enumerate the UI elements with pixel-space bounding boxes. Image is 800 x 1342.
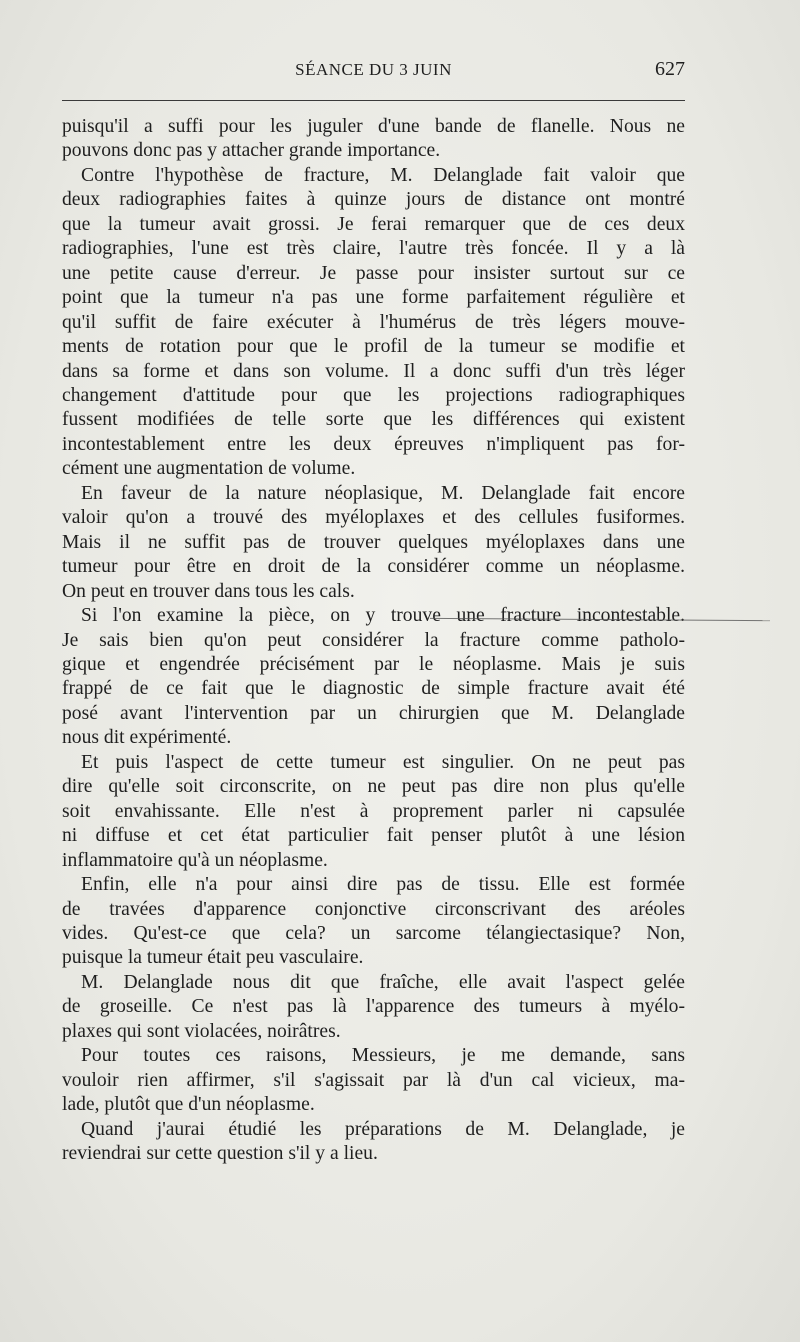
body-text (62, 115, 685, 1166)
text-line: cément une augmentation de volume. (62, 458, 356, 480)
text-line: soit envahissante. Elle n'est à proprement parler ni capsulée (62, 800, 685, 822)
text-line: posé avant l'intervention par un chirurgien que M. Delanglade (62, 702, 685, 724)
text-line: plaxes qui sont violacées, noirâtres. (62, 1020, 341, 1042)
text-line: Si l'on examine la pièce, on y trouve une fracture incontestable. (81, 605, 685, 627)
text-line: qu'il suffit de faire exécuter à l'humérus de très légers mouve- (62, 311, 685, 333)
text-line: Je sais bien qu'on peut considérer la fracture comme patholo- (62, 629, 685, 651)
text-line: valoir qu'on a trouvé des myéloplaxes et des cellules fusiformes. (62, 507, 685, 529)
text-line: Contre l'hypothèse de fracture, M. Delanglade fait valoir que (81, 164, 685, 186)
text-line: puisqu'il a suffi pour les juguler d'une bande de flanelle. Nous ne (62, 116, 685, 137)
text-line: Enfin, elle n'a pour ainsi dire pas de tissu. Elle est formée (81, 874, 685, 896)
text-line: que la tumeur avait grossi. Je ferai remarquer que de ces deux (62, 213, 685, 235)
text-line: de groseille. Ce n'est pas là l'apparence des tumeurs à myélo- (62, 996, 685, 1018)
text-line: On peut en trouver dans tous les cals. (62, 580, 355, 602)
text-line: M. Delanglade nous dit que fraîche, elle avait l'aspect gelée (81, 971, 685, 993)
paragraph (62, 164, 685, 482)
text-line: frappé de ce fait que le diagnostic de simple fracture avait été (62, 678, 685, 700)
paragraph (62, 115, 685, 164)
text-line: ments de rotation pour que le profil de la tumeur se modifie et (62, 336, 685, 358)
text-line: lade, plutôt que d'un néoplasme. (62, 1094, 315, 1116)
text-line: pouvons donc pas y attacher grande importance. (62, 140, 441, 162)
text-line: vouloir rien affirmer, s'il s'agissait par là d'un cal vicieux, ma- (62, 1069, 685, 1091)
header-rule (62, 100, 685, 101)
text-line: fussent modifiées de telle sorte que les différences qui existent (62, 409, 685, 431)
text-line: vides. Qu'est-ce que cela? un sarcome télangiectasique? Non, (62, 922, 685, 944)
text-line: point que la tumeur n'a pas une forme parfaitement régulière et (62, 287, 685, 309)
paragraph (62, 751, 685, 873)
text-line: gique et engendrée précisément par le néoplasme. Mais je suis (62, 653, 685, 675)
text-line: reviendrai sur cette question s'il y a lieu. (62, 1143, 378, 1165)
paragraph (62, 1118, 685, 1167)
text-line: incontestablement entre les deux épreuves n'impliquent pas for- (62, 433, 685, 455)
text-line: puisque la tumeur était peu vasculaire. (62, 947, 364, 969)
text-line: Mais il ne suffit pas de trouver quelques myéloplaxes dans une (62, 531, 685, 553)
paragraph (62, 482, 685, 604)
text-line: Et puis l'aspect de cette tumeur est singulier. On ne peut pas (81, 751, 685, 773)
text-line: inflammatoire qu'à un néoplasme. (62, 849, 328, 871)
text-line: Quand j'aurai étudié les préparations de M. Delanglade, je (81, 1118, 685, 1140)
paragraph (62, 604, 685, 751)
page-number: 627 (655, 58, 685, 80)
text-line: En faveur de la nature néoplasique, M. Delanglade fait encore (81, 482, 685, 504)
paragraph (62, 1044, 685, 1117)
text-line: une petite cause d'erreur. Je passe pour insister surtout sur ce (62, 262, 685, 284)
text-line: dans sa forme et dans son volume. Il a donc suffi d'un très léger (62, 360, 685, 382)
paragraph (62, 971, 685, 1044)
text-line: deux radiographies faites à quinze jours de distance ont montré (62, 189, 685, 211)
text-line: Pour toutes ces raisons, Messieurs, je me demande, sans (81, 1045, 685, 1067)
text-line: dire qu'elle soit circonscrite, on ne peut pas dire non plus qu'elle (62, 776, 685, 798)
running-title: SÉANCE DU 3 JUIN (295, 60, 452, 79)
running-header (62, 60, 685, 90)
text-line: ni diffuse et cet état particulier fait penser plutôt à une lésion (62, 825, 685, 847)
text-line: radiographies, l'une est très claire, l'autre très foncée. Il y a là (62, 238, 685, 260)
text-line: changement d'attitude pour que les projections radiographiques (62, 384, 685, 406)
text-line: tumeur pour être en droit de la considérer comme un néoplasme. (62, 556, 685, 578)
text-line: de travées d'apparence conjonctive circonscrivant des aréoles (62, 898, 685, 920)
paragraph (62, 873, 685, 971)
text-line: nous dit expérimenté. (62, 727, 232, 749)
